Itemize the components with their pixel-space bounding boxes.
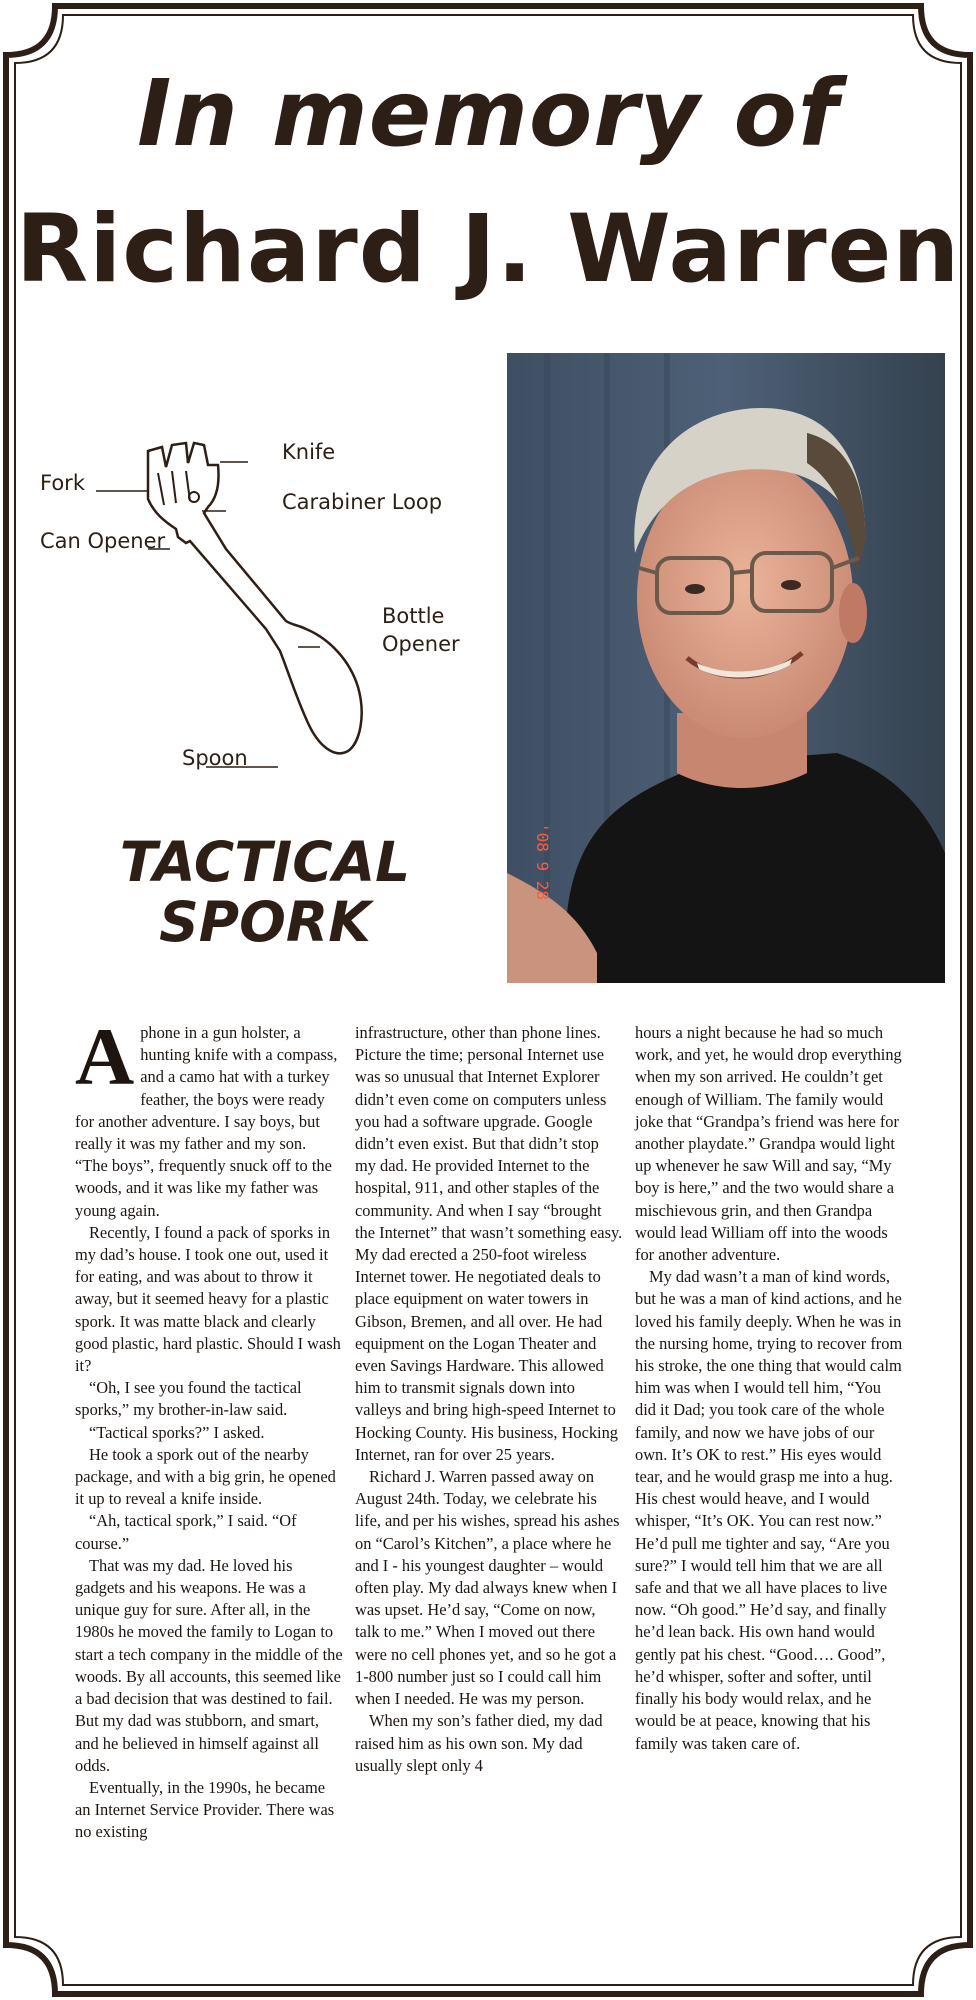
article-paragraph: Aphone in a gun holster, a hunting knife with a compass, and a camo hat with a turkey feather, the boys were ready for another adventure. I say boys, but really it was my father and my son. “The boys”, frequently snuck off to the woods, and it was like my father was young again.	[75, 1011, 338, 1220]
label-fork: Fork	[40, 471, 85, 495]
spork-caption-line-2: SPORK	[159, 890, 371, 954]
article-paragraph: That was my dad. He loved his gadgets and his weapons. He was a unique guy for sure. After all, in the 1980s he moved the family to Logan to start a tech company in the middle of the woods. By all accounts, this seemed like a bad decision that was destined to fail. But my dad was stubborn, and smart, and he believed in himself against all odds.	[75, 1555, 343, 1775]
spork-diagram	[30, 425, 500, 800]
label-knife: Knife	[282, 440, 336, 464]
portrait-photo	[507, 353, 945, 983]
label-carabiner-loop: Carabiner Loop	[282, 490, 443, 514]
article-paragraph: “Oh, I see you found the tactical sporks,” my brother-in-law said.	[75, 1378, 302, 1420]
article-column-1	[75, 1011, 343, 1844]
article-paragraph: “Tactical sporks?” I asked.	[89, 1422, 265, 1442]
label-opener: Opener	[382, 632, 460, 656]
article-paragraph: My dad wasn’t a man of kind words, but he was a man of kind actions, and he loved his family deeply. When he was in the nursing home, trying to recover from his stroke, the one thing that would calm him was when I would tell him, “You did it Dad; you took care of the whole family, and now we have jobs of our own. It’s OK to rest.” His eyes would tear, and he would grasp me into a hug. His chest would heave, and I would whisper, “It’s OK. You can rest now.” He’d pull me tighter and say, “Are you sure?” I would tell him that we are all safe and that we all have places to live now. “Oh good.” He’d say, and finally he’d lean back. His own hand would gently pat his chest. “Good…. Good”, he’d whisper, softer and softer, until finally his body would relax, and he would be at peace, knowing that his family was taken care of.	[635, 1267, 903, 1753]
article-paragraph: He took a spork out of the nearby package, and with a big grin, he opened it up to reveal a knife inside.	[75, 1444, 336, 1509]
article-paragraph: Eventually, in the 1990s, he became an Internet Service Provider. There was no existing	[75, 1777, 335, 1842]
article-paragraph: When my son’s father died, my dad raised him as his own son. My dad usually slept only 4	[355, 1711, 603, 1775]
label-bottle: Bottle	[382, 604, 445, 628]
label-spoon: Spoon	[182, 746, 248, 770]
article-paragraph: Recently, I found a pack of sporks in my dad’s house. I took one out, used it for eating, and was about to throw it away, but it seemed heavy for a plastic spork. It was matte black and clearly good plastic, hard plastic. Should I wash it?	[75, 1222, 341, 1376]
photo-date-stamp: '08 9 28	[533, 823, 552, 901]
spork-caption	[70, 832, 460, 952]
label-can-opener: Can Opener	[40, 529, 166, 553]
title-line-1: In memory of	[137, 60, 839, 167]
spork-caption-line-1: TACTICAL	[119, 830, 411, 894]
article-column-2	[355, 1022, 623, 1777]
article-paragraph: Richard J. Warren passed away on August 24th. Today, we celebrate his life, and per his wishes, spread his ashes on “Carol’s Kitchen”, a place where he and I - his youngest daughter – would often play. My dad always knew when I was upset. He’d say, “Come on now, talk to me.” When I moved out there were no cell phones yet, and so he got a 1-800 number just so I could call him when I needed. He was my person.	[355, 1467, 620, 1709]
article-paragraph: hours a night because he had so much work, and yet, he would drop everything when my son arrived. He couldn’t get enough of William. The family would joke that “Grandpa’s friend was here for another playdate.” Grandpa would light up whenever he saw Will and say, “My boy is here,” and the two would share a mischievous grin, and then Grandpa would lead William off into the woods for another adventure.	[635, 1023, 902, 1265]
article-paragraph: “Ah, tactical spork,” I said. “Of course.”	[75, 1511, 297, 1553]
drop-cap: A	[75, 1011, 135, 1102]
article-paragraph: infrastructure, other than phone lines. Picture the time; personal Internet use was so unusual that Internet Explorer didn’t even come on computers unless you had a software upgrade. Google didn’t even exist. But that didn’t stop my dad. He provided Internet to the hospital, 911, and other staples of the community. And when I say “brought the Internet” that wasn’t something easy. My dad erected a 250-foot wireless Internet tower. He negotiated deals to place equipment on water towers in Gibson, Bremen, and all over. He had equipment on the Logan Theater and even Savings Hardware. This allowed him to transmit signals down into valleys and bring high-speed Internet to Hocking County. His business, Hocking Internet, ran for over 25 years.	[355, 1023, 623, 1464]
article-column-3	[635, 1022, 903, 1755]
title-line-2: Richard J. Warren	[15, 195, 961, 304]
